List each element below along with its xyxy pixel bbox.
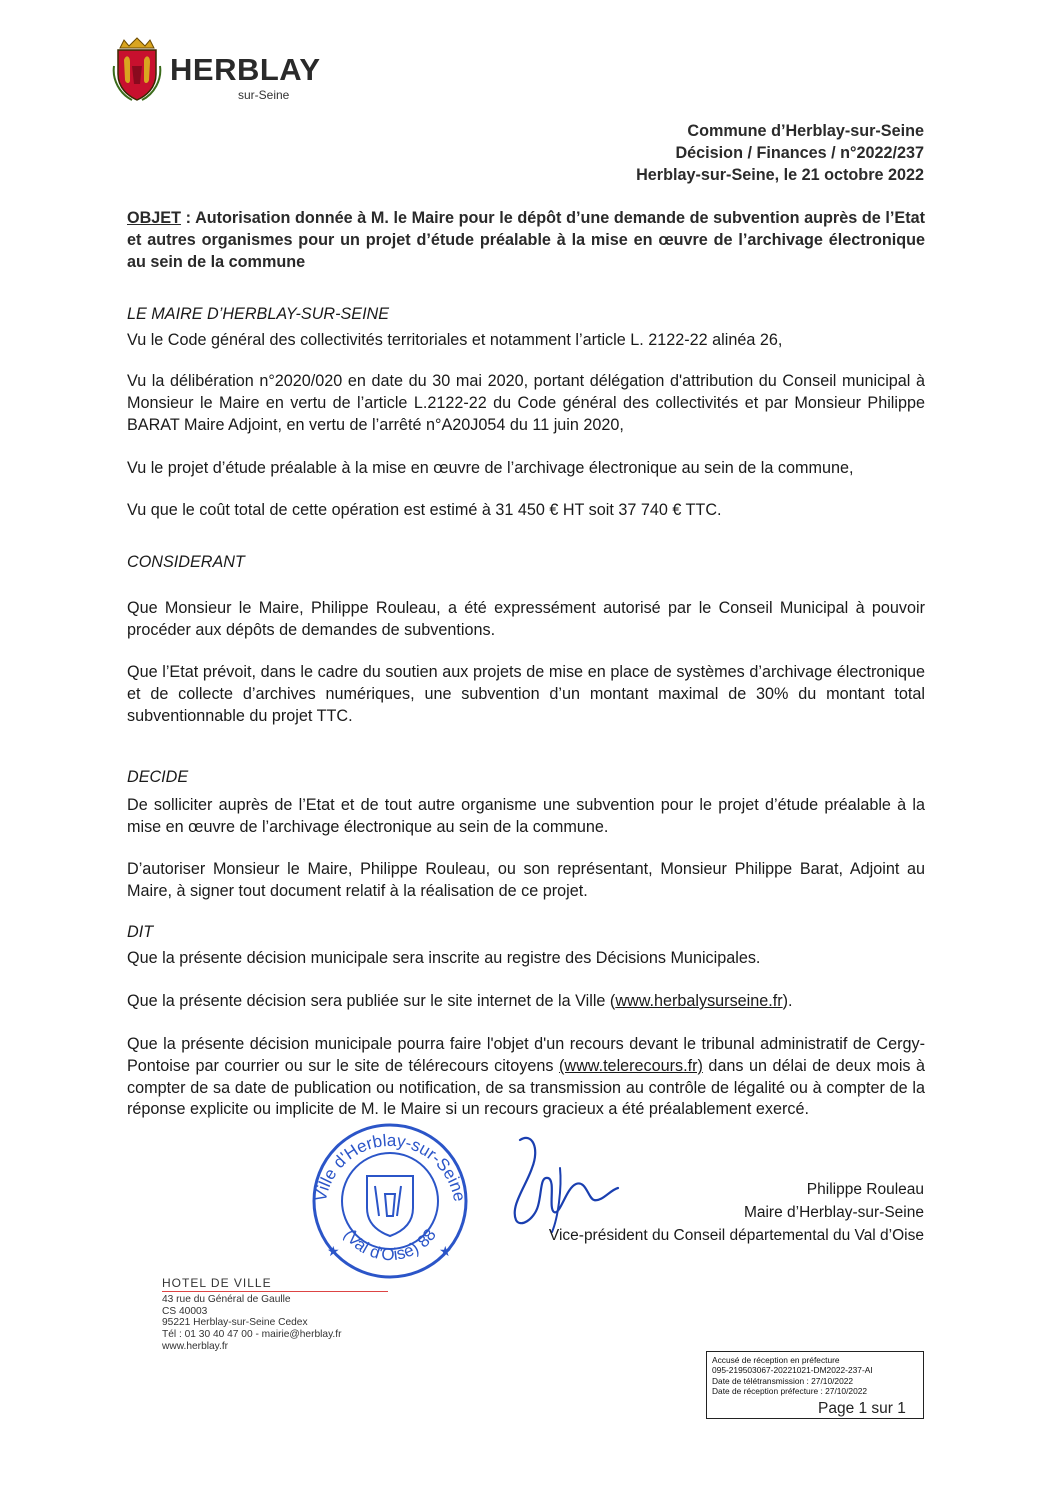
objet-text: : Autorisation donnée à M. le Maire pour le dépôt d’une demande de subvention auprès de l’Etat et autres organismes pour un projet d’étude préalable à la mise en œuvre de l’archivage électronique au sein de la commune bbox=[127, 209, 925, 271]
considerant-heading: CONSIDERANT bbox=[127, 553, 245, 571]
logo-name: HERBLAY bbox=[170, 52, 321, 87]
vu-deliberation: Vu la délibération n°2020/020 en date du 30 mai 2020, portant délégation d'attribution du Conseil municipal à Monsieur le Maire en vertu de l’article L.2122-22 du Code général des collectivités et par Monsieur Philippe BARAT Maire Adjoint, en vertu de l’arrêté n°A20J054 du 11 juin 2020, bbox=[127, 372, 925, 434]
footer-address bbox=[162, 1278, 388, 1353]
website-link[interactable]: www.herbalysurseine.fr bbox=[615, 992, 783, 1010]
footer-city: 95221 Herblay-sur-Seine Cedex bbox=[162, 1317, 308, 1329]
footer-contact: Tél : 01 30 40 47 00 - mairie@herblay.fr bbox=[162, 1329, 342, 1341]
decide-paragraph-2: D’autoriser Monsieur le Maire, Philippe Rouleau, ou son représentant, Monsieur Philippe Barat, Adjoint au Maire, à signer tout document relatif à la réalisation de ce projet. bbox=[127, 860, 925, 900]
dit-p3-text: Que la présente décision municipale pourra faire l'objet d'un recours devant le tribunal administratif de Cergy-Pontoise par courrier ou sur le site de télérecours citoyens bbox=[127, 1035, 925, 1075]
logo-subtitle: sur-Seine bbox=[238, 88, 290, 102]
footer-street: 43 rue du Général de Gaulle bbox=[162, 1293, 291, 1305]
considerant-paragraph-1: Que Monsieur le Maire, Philippe Rouleau, a été expressément autorisé par le Conseil Municipal à pouvoir procéder aux dépôts de demandes de subventions. bbox=[127, 599, 925, 639]
vu-cout: Vu que le coût total de cette opération est estimé à 31 450 € HT soit 37 740 € TTC. bbox=[127, 501, 722, 519]
footer-website: www.herblay.fr bbox=[162, 1340, 229, 1352]
official-stamp bbox=[305, 1116, 475, 1286]
dit-paragraph-1: Que la présente décision municipale sera inscrite au registre des Décisions Municipales. bbox=[127, 949, 761, 967]
header-decision-number: Décision / Finances / n°2022/237 bbox=[675, 144, 924, 162]
receipt-reception-date: Date de réception préfecture : 27/10/2022 bbox=[712, 1385, 868, 1396]
header-date: Herblay-sur-Seine, le 21 octobre 2022 bbox=[636, 166, 924, 184]
maire-heading: LE MAIRE D’HERBLAY-SUR-SEINE bbox=[127, 305, 390, 323]
considerant-paragraph-2: Que l’Etat prévoit, dans le cadre du soutien aux projets de mise en place de systèmes d’archivage électronique et de collecte d’archives numériques, une subvention d’un montant maximal de 30% du montant total subventionnable du projet TTC. bbox=[127, 663, 925, 725]
dit-p3-end: dans un délai de deux mois à compter de sa date de publication ou notification, de sa transmission au contrôle de légalité ou à compter de la réponse explicite ou implicite de M. le Maire si un recours gracieux a été préalablement exercé. bbox=[127, 1056, 926, 1119]
decide-heading: DECIDE bbox=[127, 768, 189, 786]
objet-paragraph bbox=[127, 207, 925, 273]
footer-title: HOTEL DE VILLE bbox=[162, 1278, 388, 1292]
receipt-title: Accusé de réception en préfecture bbox=[712, 1355, 840, 1365]
objet-label: OBJET bbox=[127, 209, 181, 227]
header-commune: Commune d’Herblay-sur-Seine bbox=[687, 122, 924, 140]
signatory-name: Philippe Rouleau bbox=[806, 1181, 924, 1198]
dit-heading: DIT bbox=[127, 923, 154, 941]
svg-text:★: ★ bbox=[327, 1243, 340, 1259]
receipt-transmission-date: Date de télétransmission : 27/10/2022 bbox=[712, 1375, 854, 1386]
stamp-top-text: Ville d'Herblay-sur-Seine bbox=[310, 1130, 470, 1204]
crest-icon bbox=[112, 36, 162, 102]
signature-block bbox=[549, 1178, 924, 1247]
page-number: Page 1 sur 1 bbox=[818, 1400, 906, 1417]
herblay-logo bbox=[112, 36, 352, 106]
footer-cs: CS 40003 bbox=[162, 1305, 208, 1317]
dit-paragraph-2 bbox=[127, 991, 925, 1013]
receipt-id: 095-219503067-20221021-DM2022-237-AI bbox=[712, 1365, 873, 1376]
decide-paragraph-1: De solliciter auprès de l’Etat et de tout autre organisme une subvention pour le projet d’étude préalable à la mise en œuvre de l’archivage électronique au sein de la commune. bbox=[127, 796, 925, 836]
vu-projet: Vu le projet d’étude préalable à la mise en œuvre de l’archivage électronique au sein de la commune, bbox=[127, 459, 854, 477]
document-header bbox=[636, 120, 924, 186]
signatory-title-mayor: Maire d’Herblay-sur-Seine bbox=[743, 1204, 924, 1221]
signatory-title-vice-president: Vice-président du Conseil départemental du Val d’Oise bbox=[548, 1227, 924, 1244]
dit-paragraph-3 bbox=[127, 1034, 925, 1121]
dit-p2-end: ). bbox=[782, 992, 793, 1010]
vu-code-general: Vu le Code général des collectivités territoriales et notamment l’article L. 2122-22 alinéa 26, bbox=[127, 331, 783, 349]
telerecours-link[interactable]: (www.telerecours.fr) bbox=[559, 1056, 703, 1075]
svg-text:★: ★ bbox=[439, 1243, 452, 1259]
dit-p2-text: Que la présente décision sera publiée sur le site internet de la Ville ( bbox=[127, 992, 616, 1010]
stamp-bottom-text: (Val d'Oise) 88 bbox=[340, 1225, 440, 1265]
